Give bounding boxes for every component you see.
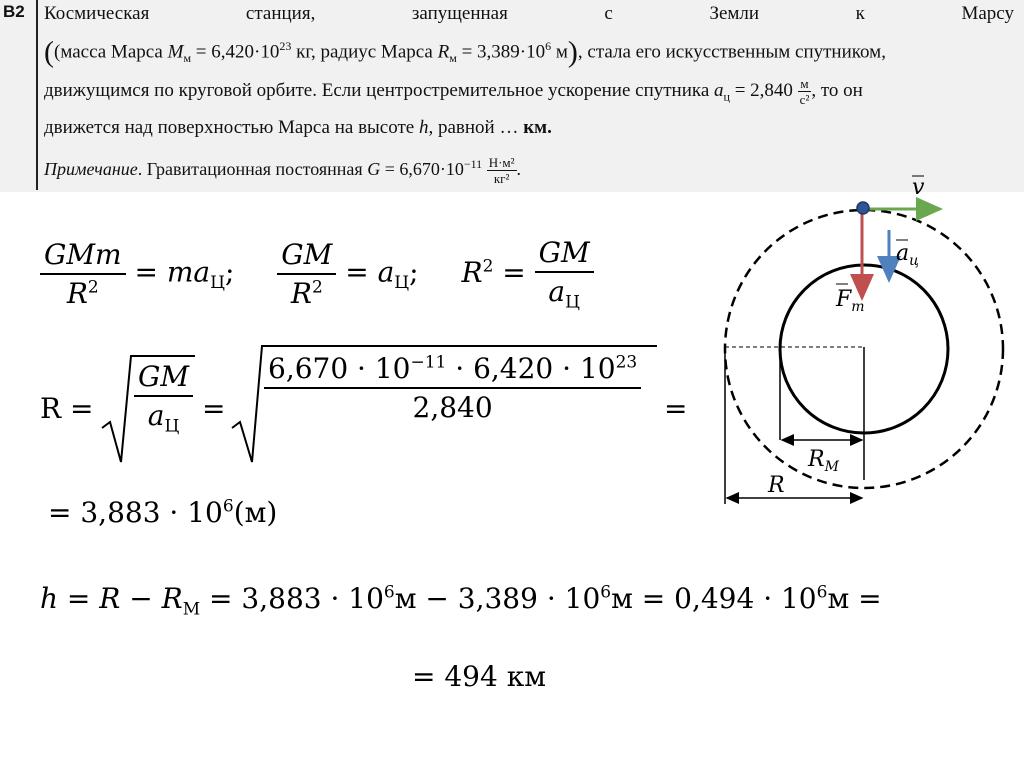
text: . xyxy=(516,159,522,179)
fraction-numerator: GM xyxy=(277,238,336,275)
subscript: Ц xyxy=(164,416,180,437)
subscript: М xyxy=(182,599,201,620)
unit-den: кг² xyxy=(493,171,510,187)
exponent: 2 xyxy=(482,256,494,277)
term: м = 0,494 · 10 xyxy=(611,582,817,615)
lhs: h = R − R xyxy=(40,582,183,615)
exponent: 2 xyxy=(311,277,323,298)
term: = 3,883 · 10 xyxy=(200,582,384,615)
g-exp: −11 xyxy=(463,157,483,171)
paren-close: ) xyxy=(567,35,578,69)
word: запущенная xyxy=(411,3,508,24)
note-label: Примечание xyxy=(44,159,138,179)
word: станция, xyxy=(245,3,316,24)
text: . Гравитационная постоянная xyxy=(137,159,368,179)
text: , стала его искусственным спутником, xyxy=(577,41,886,63)
g-value: = 6,670·10 xyxy=(380,159,464,179)
word: с xyxy=(604,3,613,24)
text: (масса Марса xyxy=(54,41,168,63)
fraction-denominator: a xyxy=(548,275,566,308)
numerator-part: 6,670 · 10 xyxy=(268,352,411,385)
sqrt-1-fraction xyxy=(134,360,193,437)
fraction-denominator: R xyxy=(66,277,88,311)
equals-sign: = xyxy=(664,392,688,425)
word: Космическая xyxy=(44,3,150,24)
text: м xyxy=(551,41,568,63)
unit: (м) xyxy=(233,496,278,529)
g-symbol: G xyxy=(367,159,381,179)
force-label: $F_т$ xyxy=(836,287,865,315)
exponent: 6 xyxy=(816,582,828,603)
fraction-numerator: GMm xyxy=(40,238,126,275)
radius-sub: м xyxy=(449,51,457,66)
term: м − 3,389 · 10 xyxy=(394,582,601,615)
answer-unit: км. xyxy=(523,117,552,138)
fraction-denominator: 2,840 xyxy=(412,391,493,424)
text: движется над поверхностью Марса на высоте xyxy=(44,117,419,138)
orbit-diagram xyxy=(700,168,1020,508)
accel-sub: ц xyxy=(723,89,730,104)
fraction-numerator: GM xyxy=(134,360,193,397)
separator: ; xyxy=(224,255,235,289)
height-symbol: h xyxy=(418,117,429,138)
word: к xyxy=(855,3,865,24)
subscript: Ц xyxy=(565,292,580,313)
paren-open: ( xyxy=(44,35,54,69)
mass-value: = 6,420·10 xyxy=(191,41,280,63)
rhs: = a xyxy=(345,255,395,289)
exponent: −11 xyxy=(410,352,447,373)
rhs: = ma xyxy=(134,255,211,289)
equals-sign: = xyxy=(202,392,226,425)
r-label: R xyxy=(768,473,785,498)
term: м = xyxy=(827,582,882,615)
satellite xyxy=(857,202,869,214)
radius-value: = 3,389·10 xyxy=(456,41,546,63)
numerator-part: · 6,420 · 10 xyxy=(446,352,616,385)
rm-label: $R_M$ xyxy=(808,447,839,475)
r-result xyxy=(48,496,277,529)
text: , то он xyxy=(811,79,863,101)
r-lhs: R = xyxy=(40,392,94,425)
subscript: Ц xyxy=(210,273,225,294)
accel-symbol: a xyxy=(714,79,724,101)
problem-number: B2 xyxy=(3,2,25,21)
exponent: 6 xyxy=(383,582,395,603)
fraction-denominator: a xyxy=(147,399,165,432)
text: кг, радиус Марса xyxy=(291,41,438,63)
radius-exp: 6 xyxy=(545,39,552,53)
subscript: Ц xyxy=(394,273,410,294)
separator: ; xyxy=(409,255,419,289)
accel-value: = 2,840 xyxy=(729,79,798,101)
value: = 3,883 · 10 xyxy=(48,496,223,529)
exponent: 6 xyxy=(222,496,234,517)
fraction-numerator: GM xyxy=(535,236,594,273)
radius-symbol: R xyxy=(437,41,450,63)
exponent: 2 xyxy=(87,277,99,298)
equals: = xyxy=(502,255,526,289)
text: движущимся по круговой орбите. Если центростремительное ускорение спутника xyxy=(44,79,715,101)
fraction-denominator: R xyxy=(290,277,312,311)
text: , равной … xyxy=(428,117,524,138)
word: Марсу xyxy=(961,3,1014,24)
unit-num: м xyxy=(798,76,812,92)
sqrt-2-fraction xyxy=(264,352,641,424)
exponent: 6 xyxy=(600,582,612,603)
unit-den: с² xyxy=(799,92,810,107)
exponent: 23 xyxy=(615,352,638,373)
mass-exp: 23 xyxy=(279,39,292,53)
height-equation xyxy=(40,582,882,620)
mass-symbol: M xyxy=(167,41,184,63)
acceleration-label: $a_ц$ xyxy=(896,241,919,269)
word: Земли xyxy=(709,3,760,24)
lhs: R xyxy=(461,255,483,289)
unit-num: Н·м² xyxy=(488,155,515,171)
mass-sub: м xyxy=(183,51,192,66)
velocity-label: v xyxy=(912,175,925,200)
final-answer: = 494 км xyxy=(412,660,546,693)
